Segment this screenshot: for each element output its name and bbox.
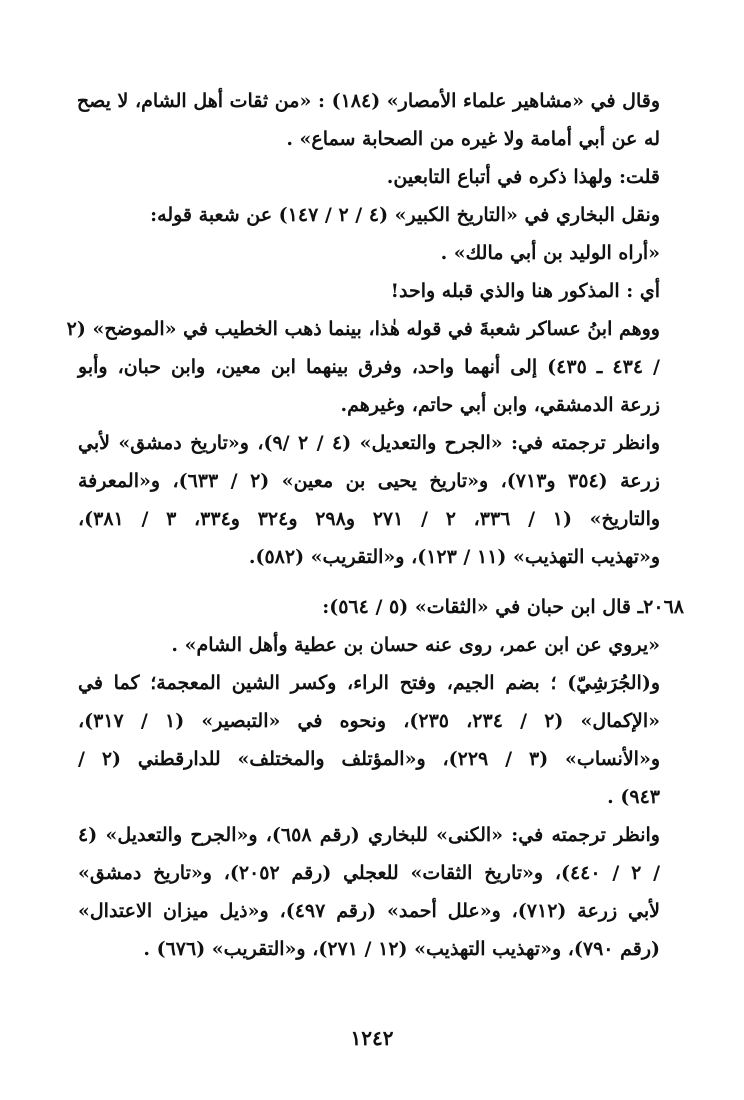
section-gap (78, 576, 660, 588)
text-line: «أراه الوليد بن أبي مالك» . (440, 242, 660, 264)
text-line: وقال في «مشاهير علماء الأمصار» (١٨٤) : «من ثقات أهل الشام، لا يصح (76, 90, 660, 112)
text-line: / ٤٣٤ ـ ٤٣٥) إلى أنهما واحد، وفرق بينهما ابن معين، وابن حبان، وأبو (78, 356, 660, 378)
text-line: والتاريخ» (١ / ٣٣٦، ٢ / ٢٧١ و٢٩٨ و٣٢٤ و٣٣٤، ٣ / ٣٨١)، (78, 508, 661, 530)
text-line: و(الجُرَشِيّ) ؛ بضم الجيم، وفتح الراء، وكسر الشين المعجمة؛ كما في (78, 672, 660, 694)
text-line: ونقل البخاري في «التاريخ الكبير» (٤ / ٢ / ١٤٧) عن شعبة قوله: (150, 204, 660, 226)
text-line: وانظر ترجمته في: «الجرح والتعديل» (٤ / ٢ /٩)، و«تاريخ دمشق» لأبي (78, 432, 660, 454)
text-line: / ٢ / ٤٤٠)، و«تاريخ الثقات» للعجلي (رقم ٢٠٥٢)، و«تاريخ دمشق» (78, 862, 661, 884)
paragraph-block-2 (78, 626, 660, 968)
page-body (66, 82, 684, 968)
text-line: و«الأنساب» (٣ / ٢٢٩)، و«المؤتلف والمختلف» للدارقطني (٢ / (78, 748, 661, 770)
text-line: (رقم ٧٩٠)، و«تهذيب التهذيب» (١٢ / ٢٧١)، و«التقريب» (٦٧٦) . (143, 938, 660, 960)
text-line: زرعة الدمشقي، وابن أبي حاتم، وغيرهم. (340, 394, 660, 416)
text-line: قلت: ولهذا ذكره في أتباع التابعين. (386, 166, 660, 188)
text-line: أي : المذكور هنا والذي قبله واحد! (390, 280, 660, 302)
text-line: زرعة (٣٥٤ و٧١٣)، و«تاريخ يحيى بن معين» (٢ / ٦٣٣)، و«المعرفة (78, 470, 660, 492)
paragraph-block-1 (66, 82, 661, 576)
text-line: لأبي زرعة (٧١٢)، و«علل أحمد» (رقم ٤٩٧)، و«ذيل ميزان الاعتدال» (78, 900, 660, 922)
page-number: ١٢٤٢ (350, 1026, 394, 1050)
text-line: «الإكمال» (٢ / ٢٣٤، ٢٣٥)، ونحوه في «التبصير» (١ / ٣١٧)، (78, 710, 661, 732)
entry-heading: ٢٠٦٨ـ قال ابن حبان في «الثقات» (٥ / ٥٦٤): (322, 596, 684, 618)
text-line: «يروي عن ابن عمر، روى عنه حسان بن عطية وأهل الشام» . (171, 634, 660, 656)
text-line: ووهم ابنُ عساكر شعبةَ في قوله هٰذا، بينما ذهب الخطيب في «الموضح» (٢ (66, 318, 660, 340)
text-line: له عن أبي أمامة ولا غيره من الصحابة سماع» . (286, 128, 660, 150)
text-line: ٩٤٣) . (607, 786, 660, 808)
text-line: و«تهذيب التهذيب» (١١ / ١٢٣)، و«التقريب» (٥٨٢). (248, 546, 660, 568)
text-line: وانظر ترجمته في: «الكنى» للبخاري (رقم ٦٥٨)، و«الجرح والتعديل» (٤ (78, 824, 660, 846)
